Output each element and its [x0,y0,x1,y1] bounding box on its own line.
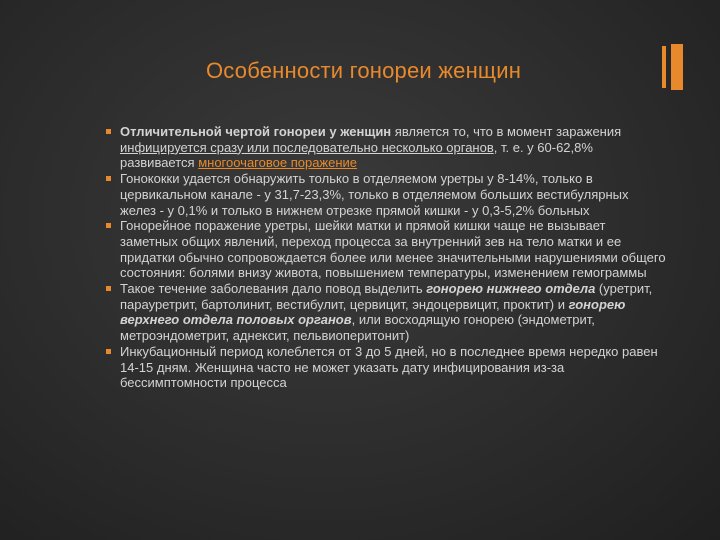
bullet-item-1 [106,124,666,171]
bullet-square-icon [106,129,111,134]
bullet-text: Такое течение заболевания дало повод выделить [120,281,427,297]
multifocal-lesion-link[interactable]: многоочаговое поражение [198,155,358,171]
bullet-item-2 [106,171,666,218]
bullet-square-icon [106,176,111,181]
bullet-text: является то, что в момент заражения [391,124,622,139]
bullet-square-icon [106,286,111,291]
bullet-square-icon [106,223,111,228]
emphasis-text: гонорею верхнего отдела половых органов [120,296,626,328]
bold-lead-text: Отличительной чертой гонореи у женщин [120,124,392,139]
emphasis-text: гонорею нижнего отдела [426,281,596,297]
bullet-list [106,124,666,391]
bullet-text: , т. е. у 60-62,8% развивается [120,139,593,171]
bullet-text: Инкубационный период колеблется от 3 до 5 дней, но в последнее время нередко равен 14-15 дням. Женщина часто не может указать дату инфицирования из-за бессимптомности процесса [120,343,658,391]
bullet-text: (уретрит, парауретрит, бартолинит, вестибулит, цервицит, эндоцервицит, проктит) и [120,281,653,312]
slide-title: Особенности гонореи женщин [206,58,522,83]
bullet-text: Гонококки удается обнаружить только в отделяемом уретры у 8-14%, только в цервикальном канале - у 31,7-23,3%, только в отделяемом больших вестибулярных желез - у 0,1% и только в нижнем отрезке прямой кишки - у 0,3-5,2% больных [120,171,629,218]
bullet-item-4 [106,281,666,344]
bullet-item-3 [106,218,666,281]
underlined-text: инфицируется сразу или последовательно несколько органов [120,139,494,155]
bullet-text: , или восходящую гонорею (эндометрит, метроэндометрит, аднексит, пельвиоперитонит) [120,312,595,344]
bullet-item-5 [106,344,666,391]
accent-bar-thin [662,46,666,88]
bullet-text: Гонорейное поражение уретры, шейки матки и прямой кишки чаще не вызывает заметных общих явлений, переход процесса за внутренний зев на тело матки и ее придатки обычно сопровождается более или менее значительными нарушениями общего состояния: болями внизу живота, повышением температуры, изменением гемограммы [120,218,666,281]
bullet-square-icon [106,349,111,354]
accent-bar-thick [671,44,683,90]
